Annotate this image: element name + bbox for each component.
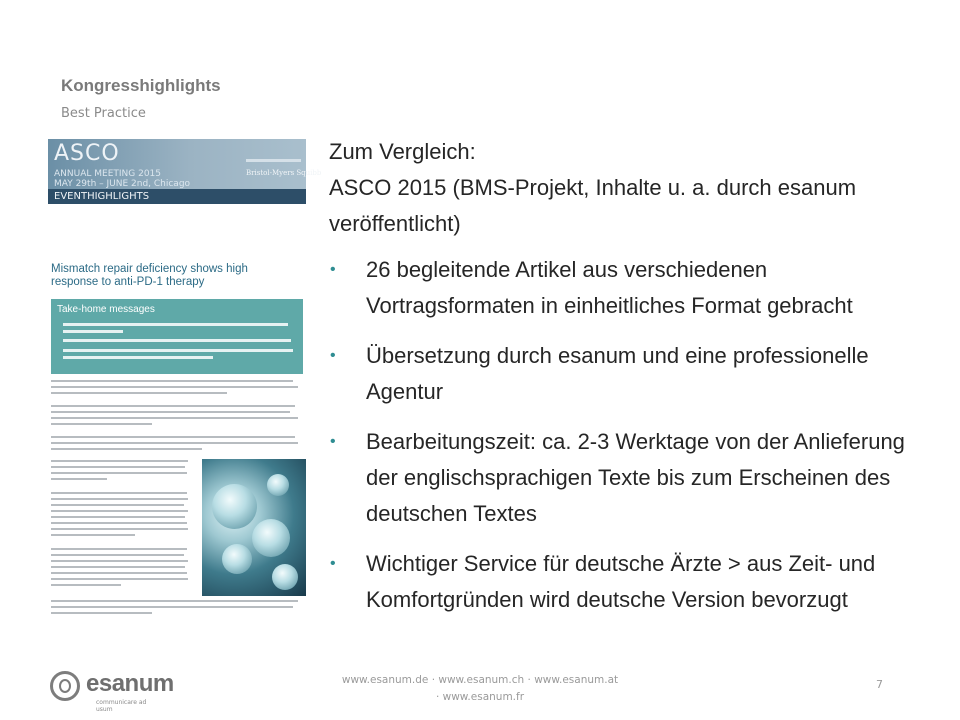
logo-tagline: communicare ad usum	[96, 699, 147, 713]
take-home-line	[63, 323, 288, 326]
take-home-line	[63, 356, 213, 359]
bullet-list	[329, 252, 929, 618]
banner-sponsor: Bristol-Myers Squibb	[246, 169, 322, 177]
bullet-text: Wichtiger Service für deutsche Ärzte > aus Zeit- und Komfortgründen wird deutsche Version bevorzugt	[366, 551, 876, 612]
article-body-left	[51, 460, 191, 590]
take-home-box	[51, 299, 303, 374]
bullet-item	[329, 338, 929, 410]
article-body-bottom	[51, 600, 303, 618]
bullet-dot-icon: •	[330, 555, 336, 572]
banner-line-2: MAY 29th – JUNE 2nd, Chicago	[54, 179, 191, 189]
intro-line-2: ASCO 2015 (BMS-Projekt, Inhalte u. a. durch esanum	[329, 175, 857, 200]
banner-strip-text: EVENTHIGHLIGHTS	[54, 191, 150, 202]
slide-subtitle: Best Practice	[61, 106, 146, 121]
esanum-logo-icon	[50, 671, 80, 701]
bullet-dot-icon: •	[330, 261, 336, 278]
intro-line-3: veröffentlicht)	[329, 211, 461, 236]
cancer-cell-image	[202, 459, 306, 596]
footer-links-line-1: www.esanum.de · www.esanum.ch · www.esanum.at	[341, 674, 619, 686]
bullet-item	[329, 252, 929, 324]
banner-fine-print	[246, 159, 301, 162]
esanum-logo	[48, 668, 174, 713]
footer-links-line-2: · www.esanum.fr	[435, 691, 525, 703]
intro-text	[329, 134, 929, 242]
take-home-line	[63, 349, 293, 352]
page-number: 7	[876, 678, 883, 691]
bullet-dot-icon: •	[330, 347, 336, 364]
bullet-dot-icon: •	[330, 433, 336, 450]
logo-wordmark: esanum	[86, 670, 174, 697]
bullet-text: Übersetzung durch esanum und eine professionelle Agentur	[366, 343, 869, 404]
article-thumbnail	[48, 255, 306, 620]
bullet-text: Bearbeitungszeit: ca. 2-3 Werktage von der Anlieferung der englischsprachigen Texte bis zum Erscheinen des deutschen Textes	[366, 429, 905, 526]
take-home-heading: Take-home messages	[57, 304, 155, 315]
bullet-item	[329, 546, 929, 618]
bullet-text: 26 begleitende Artikel aus verschiedenen Vortragsformaten in einheitliches Format gebracht	[366, 257, 853, 318]
article-body-top	[51, 380, 303, 454]
banner-logo-text: ASCO	[54, 141, 120, 166]
slide-title: Kongresshighlights	[61, 76, 221, 95]
footer-links	[320, 672, 640, 706]
asco-banner-image	[48, 139, 322, 204]
take-home-line	[63, 339, 291, 342]
main-content	[329, 134, 929, 632]
take-home-line	[63, 330, 123, 333]
bullet-item	[329, 424, 929, 532]
intro-line-1: Zum Vergleich:	[329, 139, 476, 164]
article-title: Mismatch repair deficiency shows high response to anti-PD-1 therapy	[51, 263, 248, 288]
banner-line-1: ANNUAL MEETING 2015	[54, 169, 162, 179]
